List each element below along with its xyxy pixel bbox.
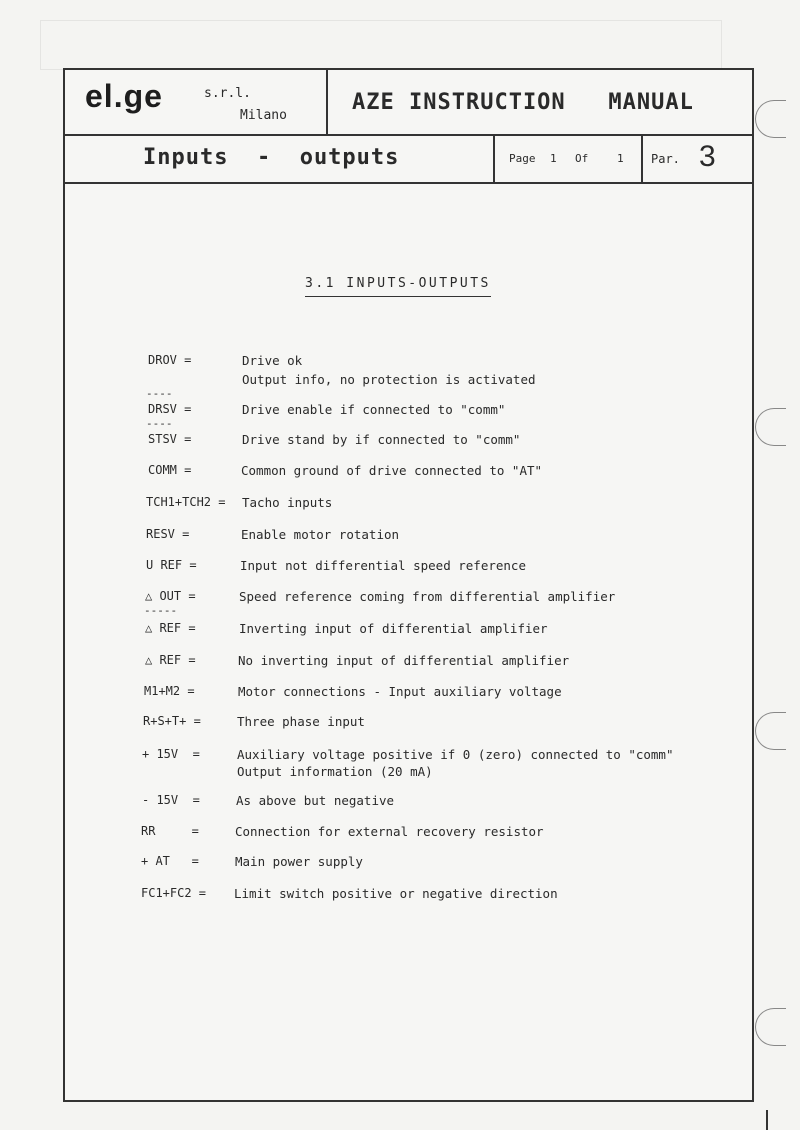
- terminal-label: STSV =: [148, 432, 192, 446]
- document-frame: [63, 68, 754, 1102]
- terminal-row: [0, 684, 800, 702]
- terminal-description: Common ground of drive connected to "AT": [241, 463, 543, 478]
- terminal-row: [0, 527, 800, 545]
- terminal-label: DROV =: [148, 353, 192, 367]
- terminal-description: As above but negative: [236, 793, 395, 808]
- par-label: Par.: [651, 152, 680, 166]
- terminal-label: △ REF =: [145, 653, 196, 667]
- terminal-description-line2: Output information (20 mA): [237, 764, 433, 779]
- terminal-row-continuation: [0, 372, 800, 390]
- terminal-description: Motor connections - Input auxiliary voltage: [238, 684, 562, 699]
- overline-dash: -----: [144, 604, 178, 617]
- terminal-label: △ REF =: [145, 621, 196, 635]
- terminal-description: Tacho inputs: [242, 495, 333, 510]
- terminal-row: [0, 793, 800, 811]
- terminal-label: - 15V =: [142, 793, 200, 807]
- section-title: Inputs - outputs: [143, 145, 400, 170]
- terminal-description: Enable motor rotation: [241, 527, 400, 542]
- terminal-row-continuation: [0, 764, 800, 782]
- terminal-row: [0, 886, 800, 904]
- binder-punch-hole: [755, 1008, 786, 1046]
- bleed-through-shadow: [40, 20, 722, 70]
- par-number: 3: [699, 140, 716, 173]
- company-logo: el.ge: [85, 78, 163, 114]
- terminal-label: △ OUT =: [145, 589, 196, 603]
- terminal-label: + AT =: [141, 854, 199, 868]
- terminal-row: [0, 714, 800, 732]
- terminal-description: Inverting input of differential amplifier: [239, 621, 548, 636]
- terminal-label: FC1+FC2 =: [141, 886, 207, 900]
- header-row: [65, 70, 752, 136]
- overline-dash: ----: [146, 387, 173, 400]
- terminal-description-line2: Output info, no protection is activated: [242, 372, 536, 387]
- terminal-description: Three phase input: [237, 714, 365, 729]
- terminal-row: [0, 824, 800, 842]
- terminal-description: Connection for external recovery resistor: [235, 824, 544, 839]
- terminal-label: DRSV =: [148, 402, 192, 416]
- terminal-description: Auxiliary voltage positive if 0 (zero) connected to "comm": [237, 747, 674, 762]
- terminal-label: COMM =: [148, 463, 192, 477]
- terminal-label: RR =: [141, 824, 199, 838]
- company-suffix: s.r.l.: [204, 86, 251, 101]
- company-city: Milano: [240, 108, 287, 123]
- terminal-row: [0, 653, 800, 671]
- binder-punch-hole: [755, 408, 786, 446]
- terminal-label: RESV =: [146, 527, 190, 541]
- terminal-label: R+S+T+ =: [143, 714, 201, 728]
- terminal-label: U REF =: [146, 558, 197, 572]
- terminal-description: Drive ok: [242, 353, 303, 368]
- manual-title: AZE INSTRUCTION MANUAL: [352, 90, 694, 115]
- page-label: Page: [509, 152, 536, 165]
- paragraph-indicator: [643, 136, 752, 182]
- terminal-description: Drive stand by if connected to "comm": [242, 432, 521, 447]
- page-total: 1: [617, 152, 624, 165]
- terminal-row: [0, 854, 800, 872]
- section-heading: 3.1 INPUTS-OUTPUTS: [305, 276, 491, 297]
- terminal-row: [0, 589, 800, 607]
- logo-cell: [65, 70, 328, 134]
- overline-dash: ----: [146, 417, 173, 430]
- terminal-label: M1+M2 =: [144, 684, 195, 698]
- terminal-description: Speed reference coming from differential amplifier: [239, 589, 616, 604]
- scan-edge-mark: [766, 1110, 768, 1130]
- terminal-row: [0, 495, 800, 513]
- terminal-description: No inverting input of differential amplifier: [238, 653, 570, 668]
- page-indicator: [493, 136, 643, 182]
- subheader-row: [65, 136, 752, 184]
- page-number: 1: [550, 152, 557, 165]
- terminal-row: [0, 402, 800, 420]
- terminal-description: Main power supply: [235, 854, 363, 869]
- terminal-description: Drive enable if connected to "comm": [242, 402, 506, 417]
- terminal-row: [0, 432, 800, 450]
- terminal-row: [0, 621, 800, 639]
- binder-punch-hole: [755, 712, 786, 750]
- terminal-description: Limit switch positive or negative direction: [234, 886, 558, 901]
- terminal-row: [0, 353, 800, 371]
- terminal-label: + 15V =: [142, 747, 200, 761]
- terminal-row: [0, 747, 800, 765]
- binder-punch-hole: [755, 100, 786, 138]
- terminal-label: TCH1+TCH2 =: [146, 495, 226, 509]
- terminal-description: Input not differential speed reference: [240, 558, 526, 573]
- terminal-row: [0, 463, 800, 481]
- of-label: Of: [575, 152, 589, 165]
- terminal-row: [0, 558, 800, 576]
